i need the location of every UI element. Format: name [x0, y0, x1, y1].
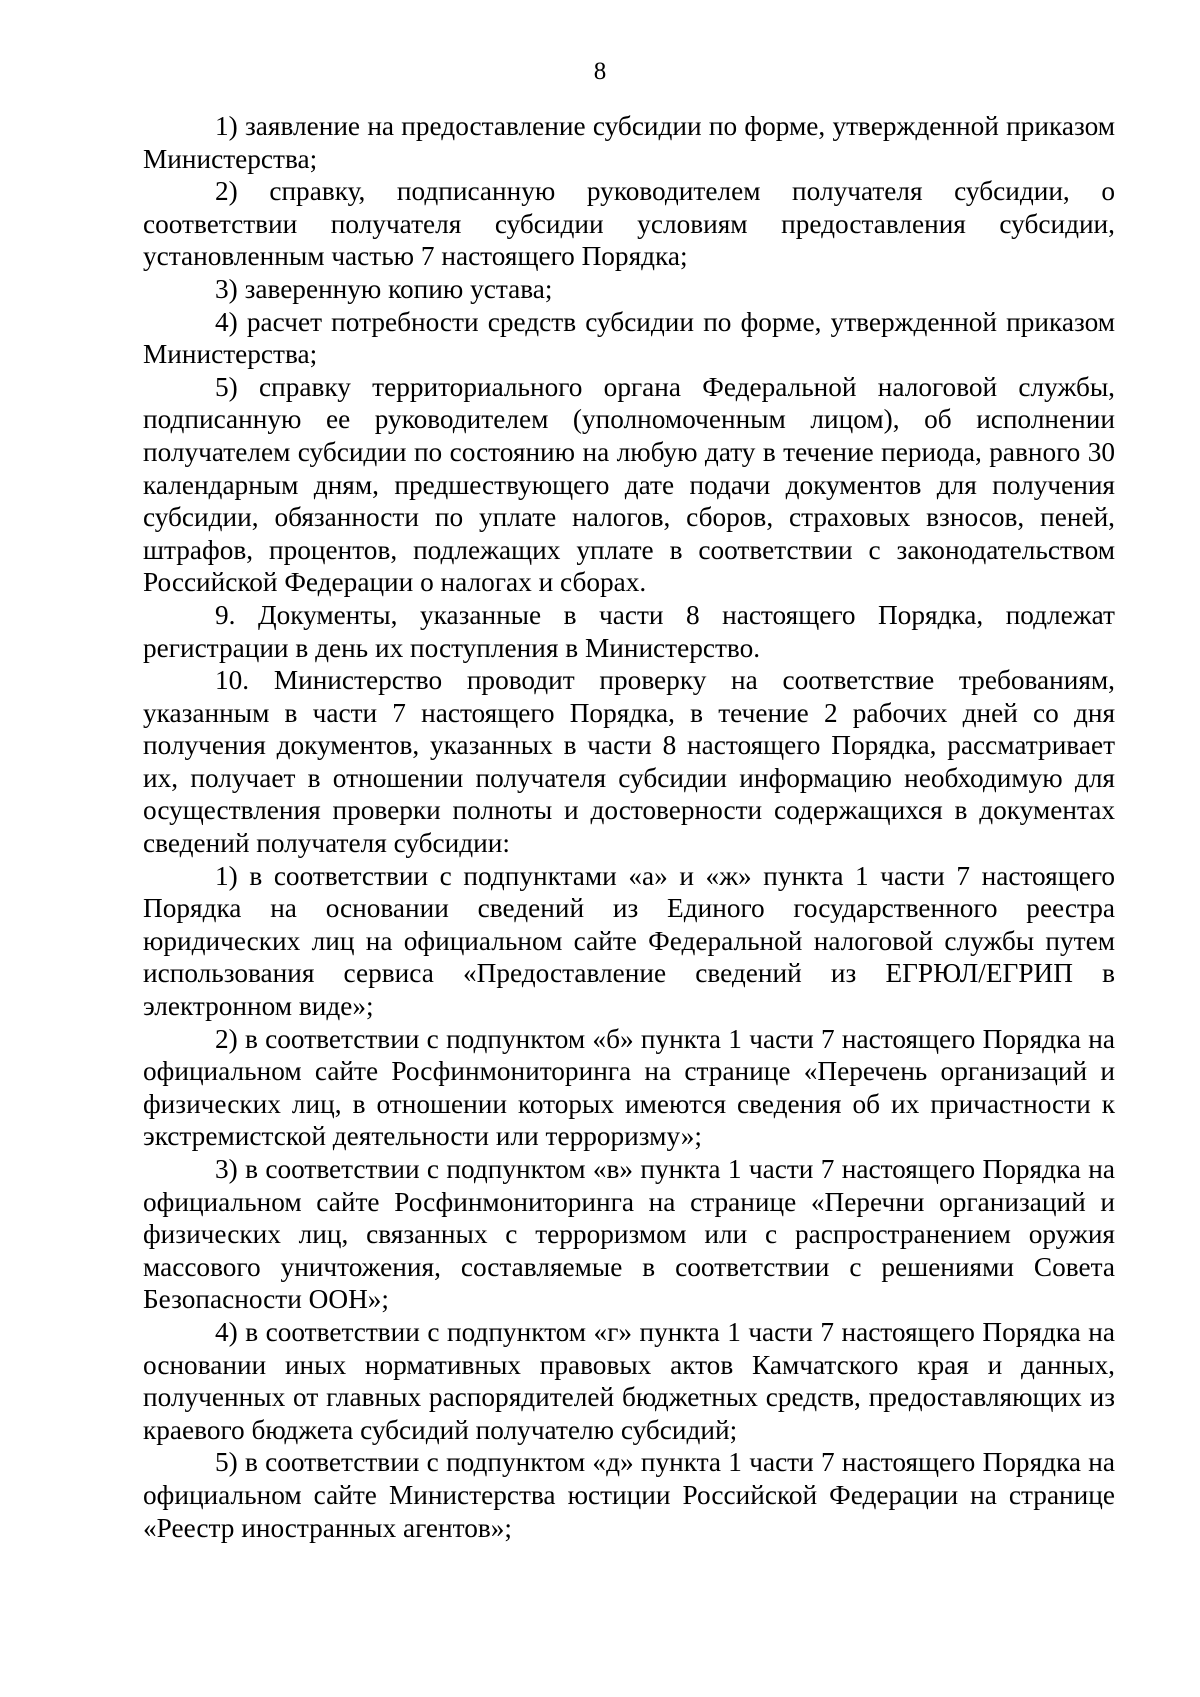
- paragraph: 5) в соответствии с подпунктом «д» пункта 1 части 7 настоящего Порядка на официальном сайте Министерства юстиции Российской Федерации на странице «Реестр иностранных агентов»;: [143, 1447, 1115, 1543]
- paragraph: 4) в соответствии с подпунктом «г» пункта 1 части 7 настоящего Порядка на основании иных нормативных правовых актов Камчатского края и данных, полученных от главных распорядителей бюджетных средств, предоставляющих из краевого бюджета субсидий получателю субсидий;: [143, 1316, 1115, 1445]
- paragraph: 5) справку территориального органа Федеральной налоговой службы, подписанную ее руководителем (уполномоченным лицом), об исполнении получателем субсидии по состоянию на любую дату в течение периода, равного 30 календарным дням, предшествующего дате подачи документов для получения субсидии, обязанности по уплате налогов, сборов, страховых взносов, пеней, штрафов, процентов, подлежащих уплате в соответствии с законодательством Российской Федерации о налогах и сборах.: [143, 371, 1115, 598]
- paragraph: 3) заверенную копию устава;: [215, 273, 553, 304]
- paragraph: 10. Министерство проводит проверку на соответствие требованиям, указанным в части 7 настоящего Порядка, в течение 2 рабочих дней со дня получения документов, указанных в части 8 настоящего Порядка, рассматривает их, получает в отношении получателя субсидии информацию необходимую для осуществления проверки полноты и достоверности содержащихся в документах сведений получателя субсидии:: [143, 665, 1115, 859]
- paragraph: 3) в соответствии с подпунктом «в» пункта 1 части 7 настоящего Порядка на официальном сайте Росфинмониторинга на странице «Перечни организаций и физических лиц, связанных с терроризмом или с распространением оружия массового уничтожения, составляемые в соответствии с решениями Совета Безопасности ООН»;: [143, 1154, 1115, 1315]
- paragraph: 1) в соответствии с подпунктами «а» и «ж» пункта 1 части 7 настоящего Порядка на основании сведений из Единого государственного реестра юридических лиц на официальном сайте Федеральной налоговой службы путем использования сервиса «Предоставление сведений из ЕГРЮЛ/ЕГРИП в электронном виде»;: [143, 860, 1115, 1022]
- paragraph: 1) заявление на предоставление субсидии по форме, утвержденной приказом Министерства;: [143, 111, 1115, 174]
- paragraph: 2) в соответствии с подпунктом «б» пункта 1 части 7 настоящего Порядка на официальном сайте Росфинмониторинга на странице «Перечень организаций и физических лиц, в отношении которых имеются сведения об их причастности к экстремистской деятельности или терроризму»;: [143, 1023, 1115, 1152]
- paragraph: 2) справку, подписанную руководителем получателя субсидии, о соответствии получателя субсидии условиям предоставления субсидии, установленным частью 7 настоящего Порядка;: [143, 176, 1115, 272]
- document-body: [143, 110, 1115, 1544]
- page-number: 8: [593, 58, 607, 85]
- paragraph: 9. Документы, указанные в части 8 настоящего Порядка, подлежат регистрации в день их поступления в Министерство.: [143, 599, 1115, 663]
- paragraph: 4) расчет потребности средств субсидии по форме, утвержденной приказом Министерства;: [143, 306, 1115, 370]
